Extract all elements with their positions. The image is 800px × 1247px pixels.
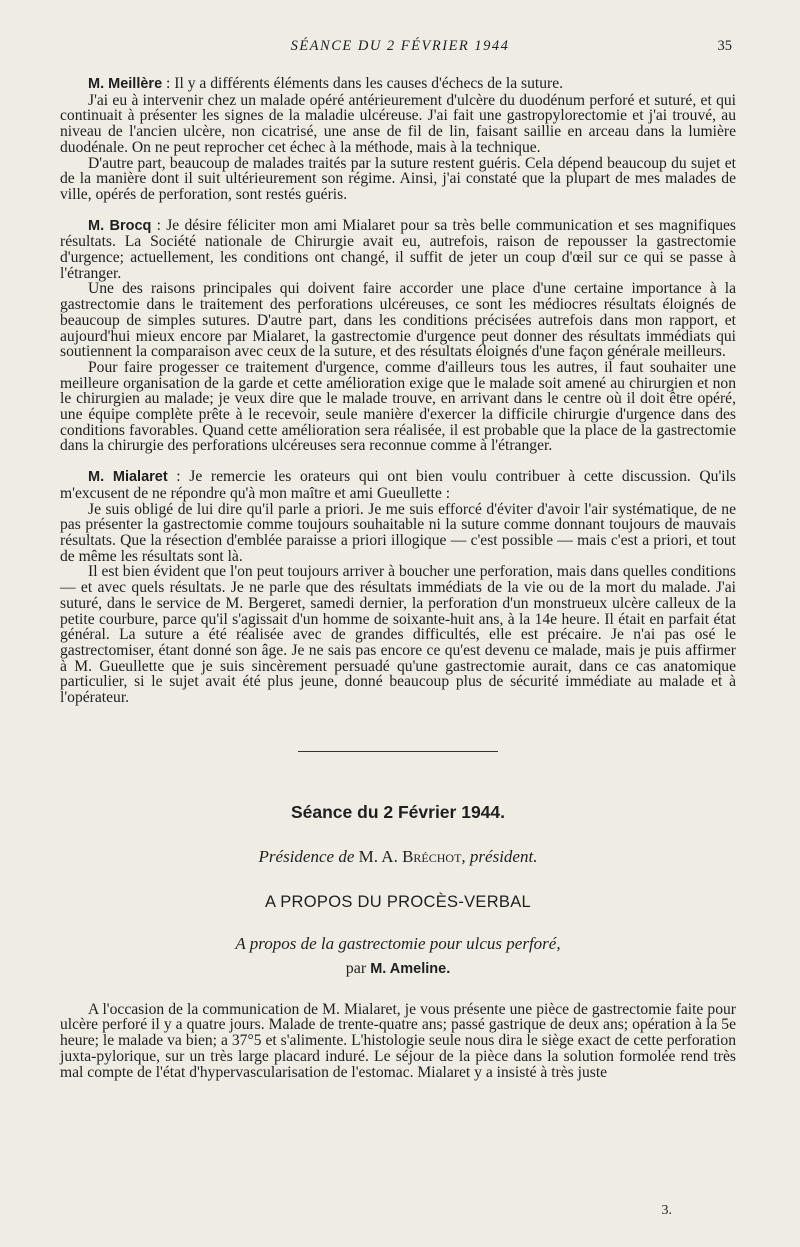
paragraph: Une des raisons principales qui doivent faire accorder une place d'une certaine importance à la gastrectomie dans le traitement des perforations ulcéreuses, ce sont les médiocres résultats éloignés de beaucoup de simples sutures. D'autre part, dans les conditions précisées autrefois dans mon rapport, et aujourd'hui mieux encore par Mialaret, la gastrectomie d'urgence peut donner des résultats immédiats qui soutiennent la comparaison avec ceux de la suture, et des résultats éloignés d'une façon générale meilleurs. [60,280,736,361]
page-number: 35 [717,38,732,54]
presidence-prefix: Présidence de [258,846,355,866]
paragraph: J'ai eu à intervenir chez un malade opéré antérieurement d'ulcère du duodénum perforé et suturé, et qui continuait à présenter les signes de la maladie ulcéreuse. J'ai fait une gastropylorectomie et j'ai trouvé, au niveau de l'ancien ulcère, non cicatrisé, une anse de fil de lin, faisant saillie en arceau dans la lumière duodénale. On ne peut reprocher cet échec à la méthode, mais à la technique. [60,91,736,156]
paragraph-brocq [60,218,736,282]
paragraph-text: : Je remercie les orateurs qui ont bien voulu contribuer à cette discussion. Qu'ils m'excusent de ne répondre qu'à mon maître et ami Gueullette : [60,468,737,502]
paragraph: Je suis obligé de lui dire qu'il parle a priori. Je me suis efforcé d'éviter d'avoir l'air systématique, de ne pas présenter la gastrectomie comme toujours souhaitable ni la suture comme donnant toujours de mauvais résultats. Que la résection d'emblée paraisse a priori illogique — c'est possible — mais c'est a priori, et tout de même les résultats sont là. [60,500,736,565]
signature-mark: 3. [661,1203,672,1218]
article-subtitle: A propos de la gastrectomie pour ulcus perforé, [235,933,561,953]
paragraph: Il est bien évident que l'on peut toujours arriver à boucher une perforation, mais dans quelles conditions — et avec quels résultats. Je ne parle que des résultats immédiats de la vie ou de la mort du malade. J'ai suturé, dans le service de M. Bergeret, samedi dernier, la perforation d'un monstrueux ulcère calleux de la petite courbure, parce qu'il s'agissait d'un homme de soixante-huit ans, à la 14e heure. Il était en parfait état général. La suture a été réalisée avec de grandes difficultés, elle est précaire. Je n'ai pas osé le gastrectomiser, étant donné son âge. Je ne sais pas encore ce qu'est devenu ce malade, mais je puis affirmer à M. Gueullette que je suis sincèrement persuadé qu'une gastrectomie aurait, dans ce cas anatomique particulier, si le sujet avait été plus jeune, donné beaucoup plus de sécurité immédiate au malade et à l'opérateur. [60,563,736,707]
paragraph-text: : Je désire féliciter mon ami Mialaret pour sa très belle communication et ses magnifiques résultats. La Société nationale de Chirurgie avait eu, autrefois, raison de repousser la gastrectomie d'urgence; actuellement, les conditions ont changé, il suffit de jeter un coup d'œil sur ce qui se passe à l'étranger. [60,216,736,282]
speaker-name: M. Brocq [88,217,152,234]
paragraph-mialaret [60,469,736,501]
paragraph: D'autre part, beaucoup de malades traités par la suture restent guéris. Cela dépend beaucoup du sujet et de la manière dont il suit ultérieurement son régime. Ainsi, j'ai constaté que la plupart de mes malades de ville, opérés de perforation, sont restés guéris. [60,154,736,203]
paragraph-ameline: A l'occasion de la communication de M. Mialaret, je vous présente une pièce de gastrectomie faite pour ulcère perforé il y a quatre jours. Malade de trente-quatre ans; passé gastrique de deux ans; opération à la 5e heure; le malade va bien; a 37°5 et s'alimente. L'histologie seule nous dira le siège exact de cette perforation juxta-pylorique, sur un très large placard induré. Le séjour de la pièce dans la solution formolée rend très mal compte de l'état d'hypervascularisation de l'estomac. Mialaret y a insisté à très juste [60,1000,736,1081]
section-title: A PROPOS DU PROCÈS-VERBAL [264,892,532,911]
byline [60,960,736,978]
president-name: M. A. Bréchot [358,846,462,866]
speaker-name: M. Mialaret [88,469,168,486]
section-divider [298,751,498,752]
presidence-suffix: , président. [461,846,538,866]
byline-prefix: par [345,959,367,977]
presidence-line [60,847,736,867]
session-title: Séance du 2 Février 1944. [290,801,506,822]
paragraph: Pour faire progesser ce traitement d'urgence, comme d'ailleurs tous les autres, il faut souhaiter une meilleure organisation de la garde et cette amélioration exige que le malade soit amené au chirurgien et non le chirurgien au malade; je veux dire que le malade trouve, en arrivant dans le centre où il doit être opéré, une équipe complète prête à le recevoir, seule manière d'exercer la difficile chirurgie d'urgence dans des conditions favorables. Quand cette amélioration sera réalisée, il est probable que la place de la gastrectomie dans la chirurgie des perforations ulcéreuses sera reconnue comme à l'étranger. [60,358,736,455]
running-header [0,38,800,58]
paragraph-text: : Il y a différents éléments dans les causes d'échecs de la suture. [162,75,564,92]
document-body [60,76,736,1080]
author-name: M. Ameline. [370,960,451,977]
running-title: SÉANCE DU 2 FÉVRIER 1944 [290,38,510,54]
paragraph-meillere [60,76,736,93]
speaker-name: M. Meillère [88,76,163,92]
